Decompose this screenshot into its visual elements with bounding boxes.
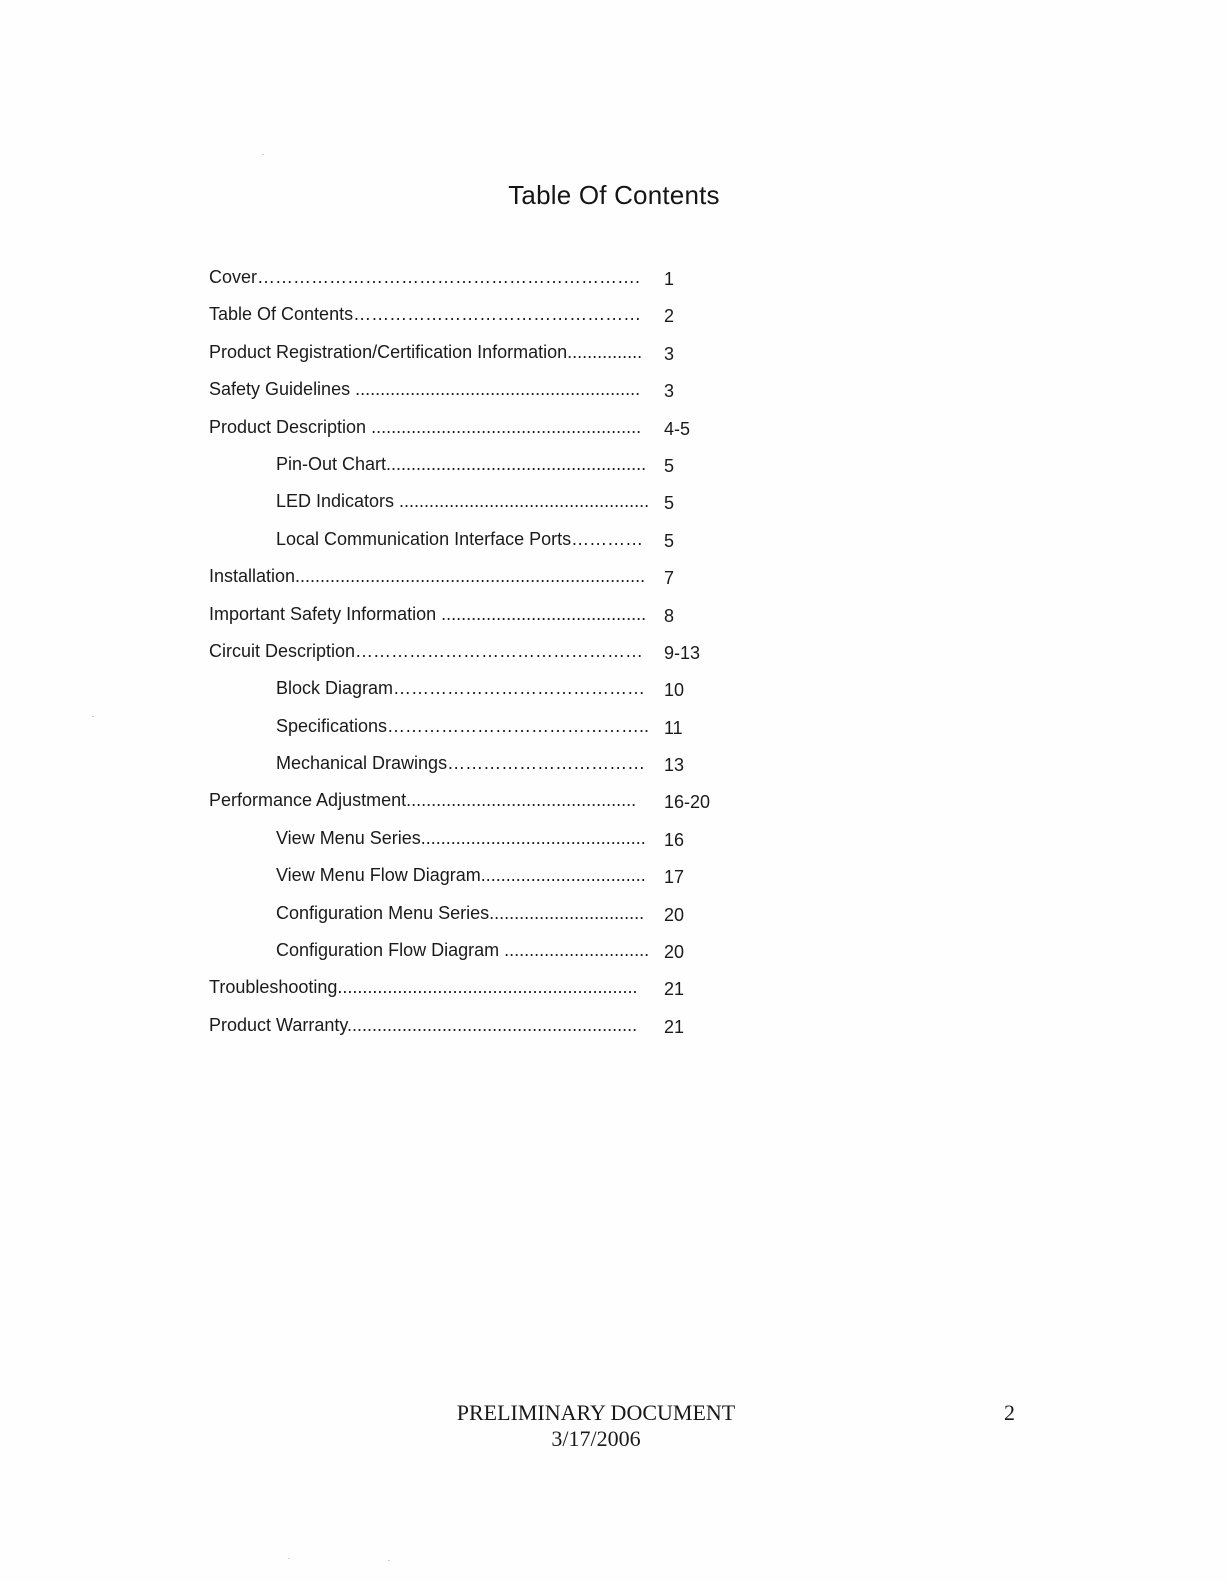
toc-entry-page: 3 xyxy=(664,343,675,364)
toc-entry-page: 5 xyxy=(664,455,675,476)
toc-entry-text: Important Safety Information ......................................... xyxy=(209,603,647,624)
toc-entry-text: Performance Adjustment.............................................. xyxy=(209,790,637,811)
toc-entry-page: 10 xyxy=(664,680,685,701)
toc-subentry xyxy=(209,860,729,897)
toc-entry-text: Configuration Menu Series............................... xyxy=(276,902,645,923)
toc-entry-text: Specifications…………………………………….. xyxy=(276,715,650,736)
toc-entry-page: 3 xyxy=(664,381,675,402)
toc-entry xyxy=(209,337,729,374)
toc-entry-text: Pin-Out Chart.................................................... xyxy=(276,453,647,474)
toc-entry xyxy=(209,1010,729,1047)
toc-entry-page: 20 xyxy=(664,942,685,963)
toc-entry-text: Cover………………………………………………………. xyxy=(209,267,641,287)
toc-subentry xyxy=(209,449,729,486)
toc-entry xyxy=(209,561,729,598)
toc-entry-text: Troubleshooting............................................................ xyxy=(209,977,638,998)
toc-entry-page: 2 xyxy=(664,306,675,327)
toc-entry-page: 1 xyxy=(664,269,675,289)
toc-subentry xyxy=(209,524,729,561)
toc-entry-page: 17 xyxy=(664,867,685,888)
scan-speck xyxy=(92,716,94,717)
toc-entry-text: Local Communication Interface Ports………… xyxy=(276,528,644,549)
toc-entry-page: 4-5 xyxy=(664,418,691,439)
toc-entry xyxy=(209,412,729,449)
toc-entry-page: 16 xyxy=(664,829,685,850)
toc-entry xyxy=(209,262,729,299)
toc-entry-page: 21 xyxy=(664,979,685,1000)
toc-entry-text: Block Diagram…………………………………… xyxy=(276,678,646,699)
toc-subentry xyxy=(209,673,729,710)
toc-list xyxy=(209,262,729,1047)
toc-entry-page: 8 xyxy=(664,605,675,626)
toc-entry-text: Product Description ...................................................... xyxy=(209,416,642,437)
toc-entry xyxy=(209,972,729,1009)
toc-entry-text: Mechanical Drawings…………………………… xyxy=(276,753,646,774)
toc-subentry xyxy=(209,748,729,785)
toc-entry-text: View Menu Series............................................. xyxy=(276,827,646,848)
toc-entry-page: 13 xyxy=(664,755,685,776)
scan-speck xyxy=(388,1560,390,1561)
toc-entry-text: View Menu Flow Diagram................................. xyxy=(276,865,646,886)
footer-date: 3/17/2006 xyxy=(551,1426,641,1451)
toc-entry-page: 7 xyxy=(664,568,675,589)
toc-entry-text: LED Indicators .................................................. xyxy=(276,491,650,512)
toc-entry xyxy=(209,599,729,636)
page-title: Table Of Contents xyxy=(508,180,720,210)
toc-entry-text: Safety Guidelines ......................................................... xyxy=(209,379,641,400)
toc-subentry xyxy=(209,711,729,748)
toc-subentry xyxy=(209,935,729,972)
toc-entry-page: 5 xyxy=(664,493,675,514)
toc-subentry xyxy=(209,823,729,860)
toc-entry xyxy=(209,636,729,673)
toc-entry-text: Product Registration/Certification Information............... xyxy=(209,341,643,362)
toc-entry-text: Configuration Flow Diagram ............................. xyxy=(276,940,650,961)
toc-entry xyxy=(209,785,729,822)
toc-entry-page: 5 xyxy=(664,530,675,551)
scan-speck xyxy=(262,154,264,155)
toc-entry-text: Installation...................................................................... xyxy=(209,566,646,587)
toc-entry-page: 16-20 xyxy=(664,792,711,813)
toc-entry-text: Circuit Description………………………………………… xyxy=(209,640,644,661)
toc-subentry xyxy=(209,898,729,935)
toc-entry xyxy=(209,374,729,411)
scan-speck xyxy=(288,1558,290,1559)
toc-entry-page: 21 xyxy=(664,1016,685,1037)
toc-entry-page: 20 xyxy=(664,904,685,925)
toc-entry-page: 9-13 xyxy=(664,642,701,663)
toc-entry-page: 11 xyxy=(664,717,683,738)
toc-entry xyxy=(209,299,729,336)
toc-subentry xyxy=(209,486,729,523)
toc-entry-text: Table Of Contents………………………………………… xyxy=(209,304,642,325)
footer-page-number: 2 xyxy=(1004,1400,1015,1425)
toc-entry-text: Product Warranty.......................................................... xyxy=(209,1014,638,1035)
footer-document-status: PRELIMINARY DOCUMENT xyxy=(456,1400,736,1425)
